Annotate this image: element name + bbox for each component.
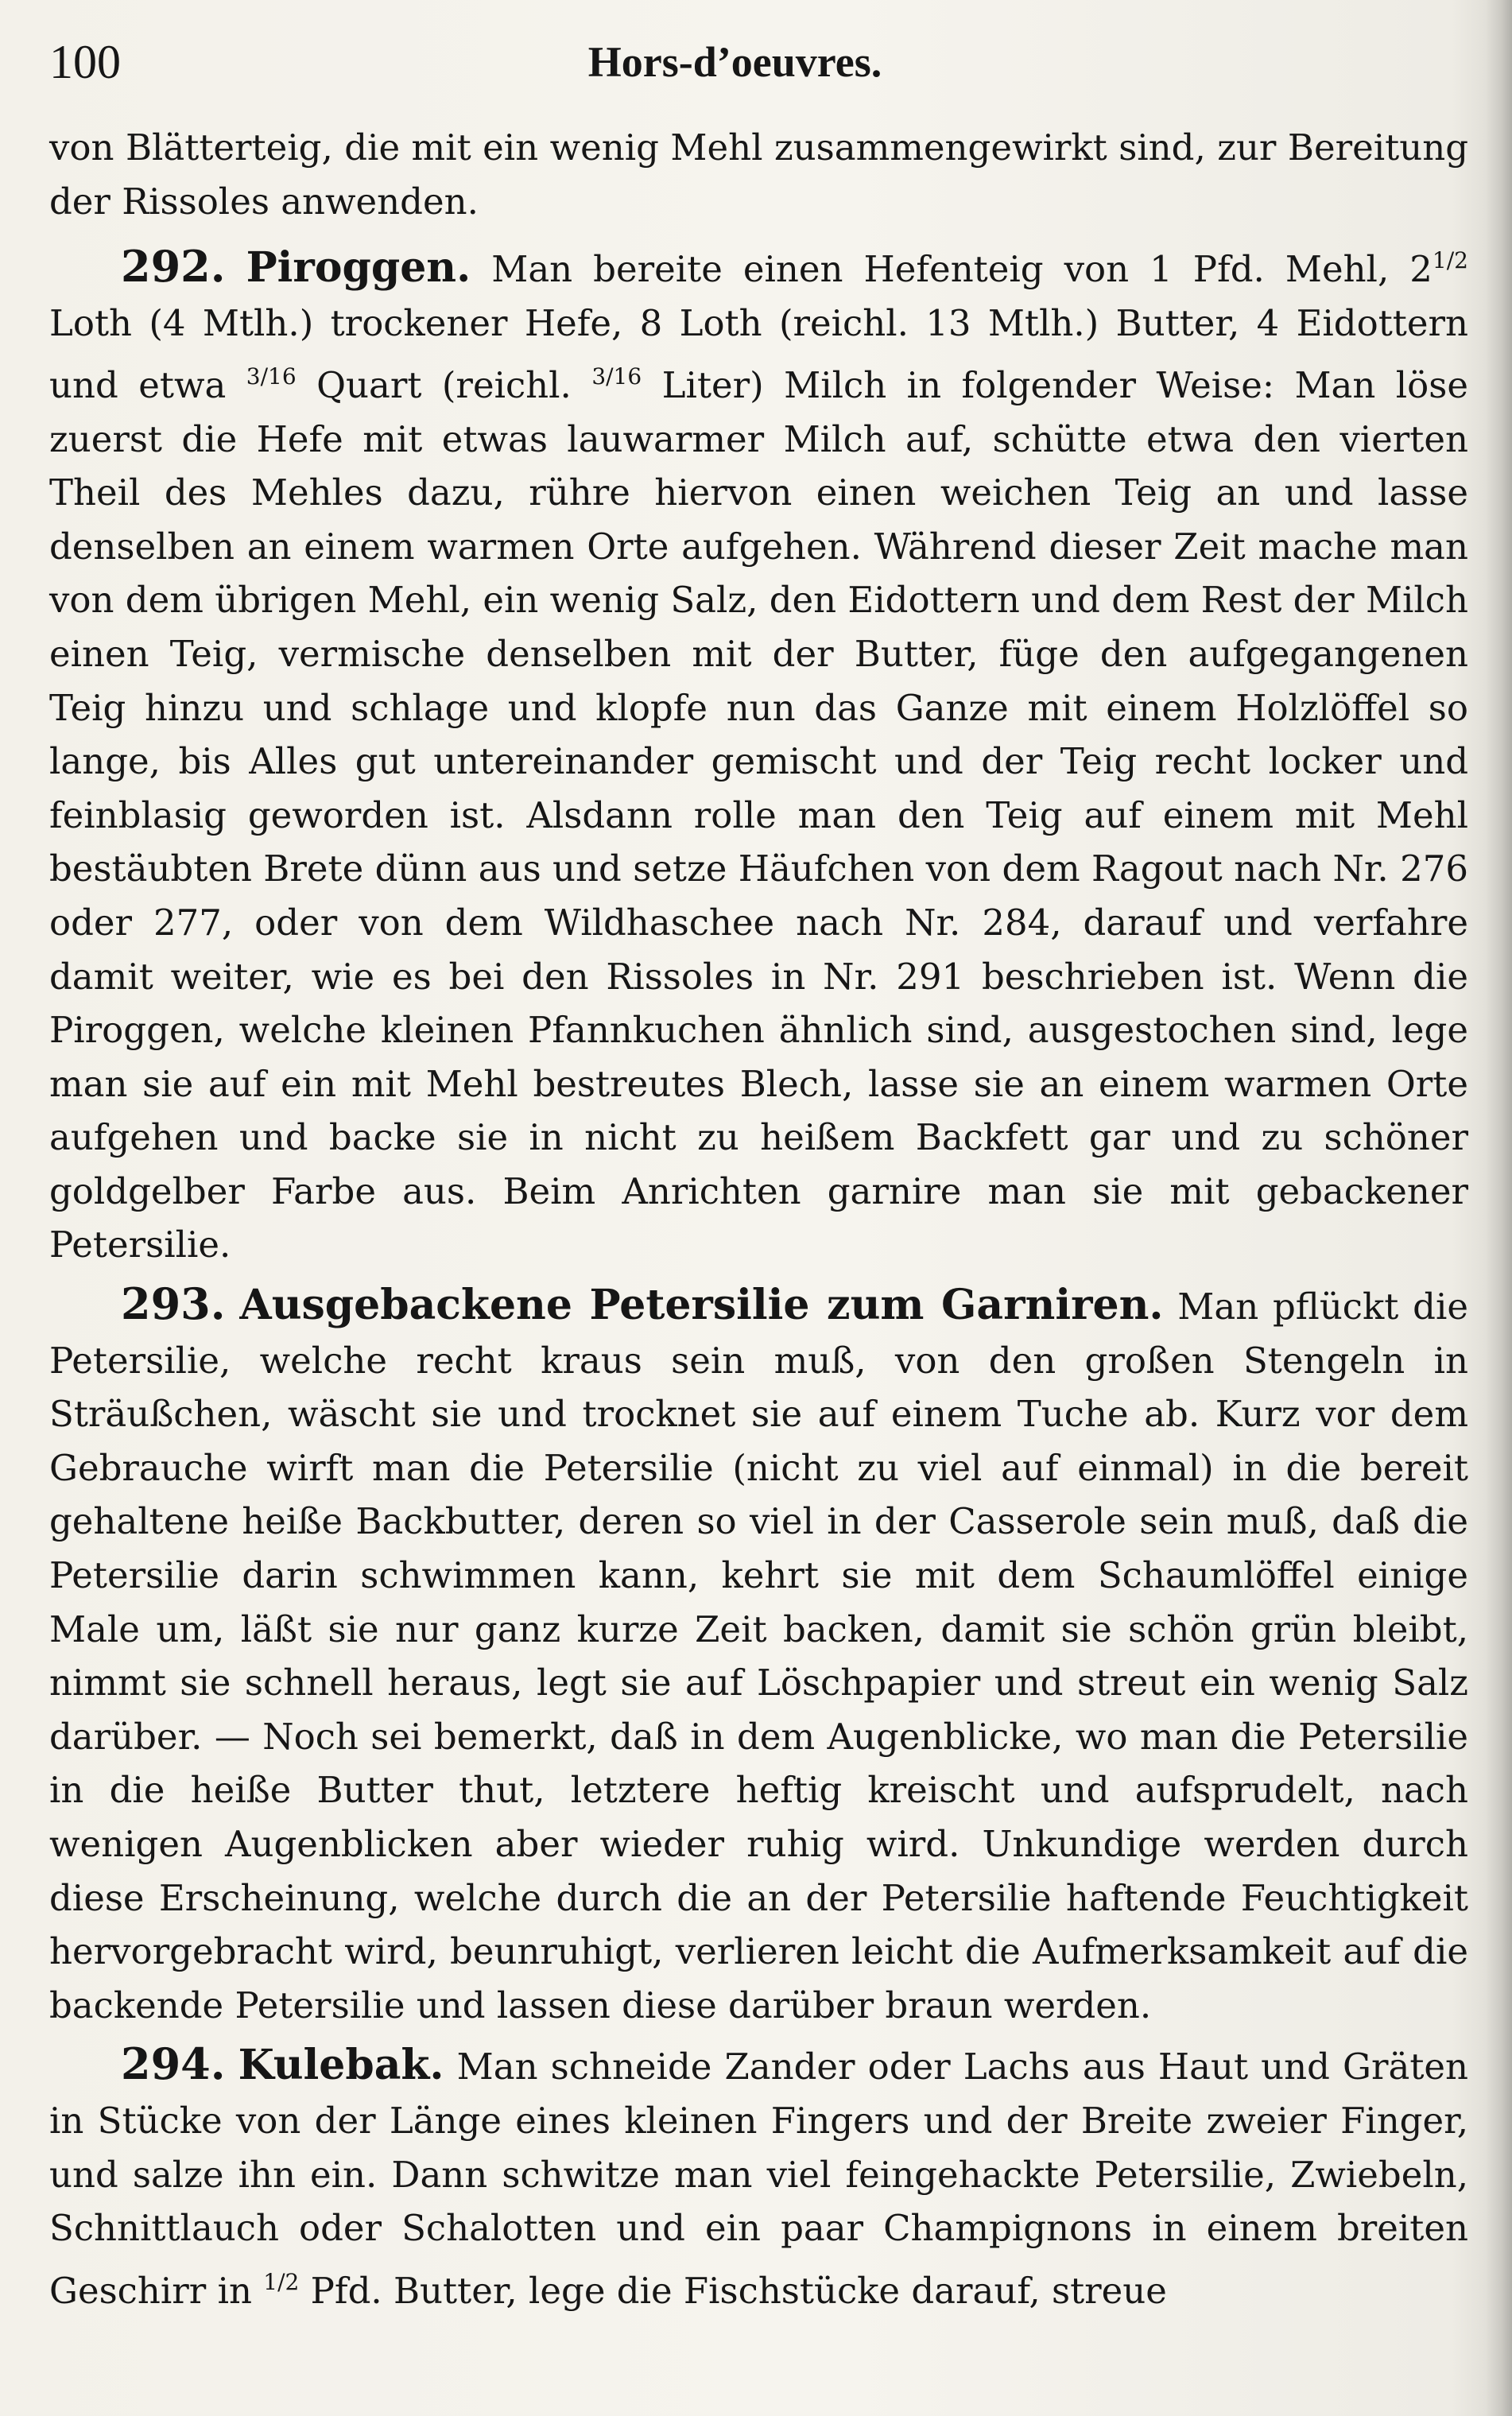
recipe-title: Kulebak. <box>238 2041 444 2090</box>
recipe-294 <box>49 2038 1468 2317</box>
recipe-text: Pfd. Butter, lege die Fischstücke darauf, streue <box>299 2269 1167 2312</box>
recipe-293 <box>49 1278 1468 2032</box>
recipe-number: 293. <box>121 1278 226 1330</box>
fraction: 1/2 <box>1432 247 1468 274</box>
page-body <box>49 121 1468 2317</box>
continuation-paragraph: von Blätterteig, die mit ein wenig Mehl zusammengewirkt sind, zur Bereitung der Rissoles anwenden. <box>49 126 1468 223</box>
running-head: Hors-d’oeuvres. <box>587 38 882 86</box>
recipe-text: Loth (4 Mtlh.) trockener Hefe, 8 Loth (reichl. 13 Mtlh.) Butter, 4 Eidottern und etwa <box>49 301 1468 406</box>
recipe-292 <box>49 234 1468 1272</box>
recipe-text: Liter) Milch in folgender Weise: Man löse zuerst die Hefe mit etwas lauwarmer Milch auf, schütte etwa den vierten Theil des Mehles dazu, rühre hiervon einen weichen Teig an und lasse denselben an einem warmen Orte aufgehen. Während dieser Zeit mache man von dem übrigen Mehl, ein wenig Salz, den Eidottern und dem Rest der Milch einen Teig, vermische denselben mit der Butter, füge den aufgegangenen Teig hinzu und schlage und klopfe nun das Ganze mit einem Holzlöffel so lange, bis Alles gut untereinander gemischt und der Teig recht locker und feinblasig geworden ist. Alsdann rolle man den Teig auf einem mit Mehl bestäubten Brete dünn aus und setze Häufchen von dem Ragout nach Nr. 276 oder 277, oder von dem Wildhaschee nach Nr. 284, darauf und verfahre damit weiter, wie es bei den Rissoles in Nr. 291 beschrieben ist. Wenn die Piroggen, welche kleinen Pfannkuchen ähnlich sind, ausgestochen sind, lege man sie auf ein mit Mehl bestreutes Blech, lasse sie an einem warmen Orte aufgehen und backe sie in nicht zu heißem Backfett gar und zu schöner goldgelber Farbe aus. Beim Anrichten garnire man sie mit gebackener Petersilie. <box>49 363 1468 1266</box>
recipe-number: 292. <box>121 240 226 292</box>
recipe-text: Quart (reichl. <box>296 363 592 406</box>
recipe-text: Man pflückt die Petersilie, welche recht kraus sein muß, von den großen Stengeln in Sträußchen, wäscht sie und trocknet sie auf einem Tuche ab. Kurz vor dem Gebrauche wirft man die Petersilie (nicht zu viel auf einmal) in die bereit gehaltene heiße Backbutter, deren so viel in der Casserole sein muß, daß die Petersilie darin schwimmen kann, kehrt sie mit dem Schaumlöffel einige Male um, läßt sie nur ganz kurze Zeit backen, damit sie schön grün bleibt, nimmt sie schnell heraus, legt sie auf Löschpapier und streut ein wenig Salz darüber. — Noch sei bemerkt, daß in dem Augenblicke, wo man die Petersilie in die heiße Butter thut, letztere heftig kreischt und aufsprudelt, nach wenigen Augenblicken aber wieder ruhig wird. Unkundige werden durch diese Erscheinung, welche durch die an der Petersilie haftende Feuchtigkeit hervorgebracht wird, beunruhigt, verlieren leicht die Aufmerksamkeit auf die backende Petersilie und lassen diese darüber braun werden. <box>49 1286 1468 2026</box>
page-header <box>49 0 1468 86</box>
recipe-text: Man schneide Zander oder Lachs aus Haut und Gräten in Stücke von der Länge eines kleinen Fingers und der Breite zweier Finger, und salze ihn ein. Dann schwitze man viel feingehackte Petersilie, Zwiebeln, Schnittlauch oder Schalotten und ein paar Champignons in einem breiten Geschirr in <box>49 2046 1469 2312</box>
recipe-title: Ausgebackene Petersilie zum Garniren. <box>239 1281 1164 1330</box>
fraction: 3/16 <box>591 363 642 390</box>
page-edge-shadow <box>1485 0 1512 2416</box>
fraction: 1/2 <box>263 2268 300 2295</box>
fraction: 3/16 <box>246 363 297 390</box>
recipe-title: Piroggen. <box>246 242 471 292</box>
recipe-number: 294. <box>121 2038 226 2090</box>
recipe-text: Man bereite einen Hefenteig von 1 Pfd. Mehl, 2 <box>491 247 1433 290</box>
page-number: 100 <box>49 36 121 88</box>
